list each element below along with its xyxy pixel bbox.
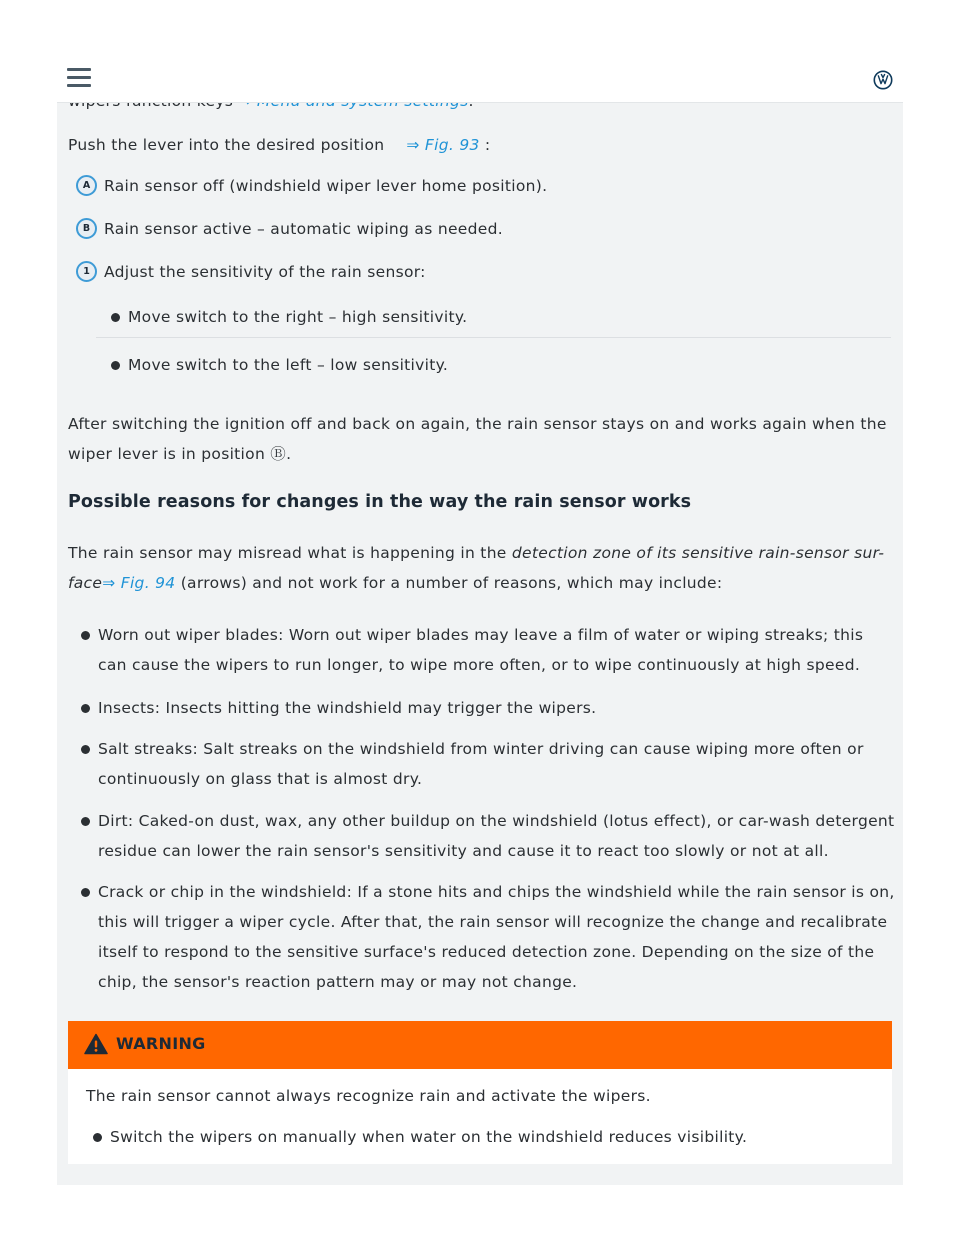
- bullet-dot: [81, 745, 90, 754]
- reasons-intro-text: The rain sensor may misread what is happening in the: [68, 544, 512, 562]
- position-b-badge: B: [76, 218, 97, 239]
- bullet-dot: [111, 313, 120, 322]
- hamburger-menu-icon[interactable]: [67, 68, 91, 88]
- fig-93-link[interactable]: ⇒ Fig. 93: [406, 136, 480, 154]
- reason-insects-line-1: Insects: Insects hitting the windshield may trigger the wipers.: [98, 699, 597, 717]
- reasons-intro-italic: detection zone of its sensitive rain-sensor sur-: [511, 544, 885, 562]
- intro-tail: :: [479, 136, 491, 154]
- reason-crack-line-3: itself to respond to the sensitive surface's reduced detection zone. Depending on the size of the: [98, 943, 875, 961]
- reasons-intro-tail: (arrows) and not work for a number of reasons, which may include:: [175, 574, 723, 592]
- reason-crack-line-1: Crack or chip in the windshield: If a stone hits and chips the windshield while the rain sensor is on,: [98, 883, 895, 901]
- warning-body: [68, 1069, 892, 1164]
- reasons-intro-italic-cont: face: [68, 574, 103, 592]
- warning-triangle-icon: [84, 1033, 108, 1055]
- position-1-text: Adjust the sensitivity of the rain sensor:: [104, 263, 426, 281]
- sensitivity-low-text: Move switch to the left – low sensitivity.: [128, 356, 449, 374]
- reasons-intro-line-1: [68, 538, 884, 568]
- reason-worn-blades-line-1: Worn out wiper blades: Worn out wiper blades may leave a film of water or wiping streaks; this: [98, 626, 864, 644]
- bullet-dot: [81, 817, 90, 826]
- reason-worn-blades-line-2: can cause the wipers to run longer, to wipe more often, or to wipe continuously at high speed.: [98, 656, 861, 674]
- position-1-badge: 1: [76, 261, 97, 282]
- position-a-text: Rain sensor off (windshield wiper lever home position).: [104, 177, 548, 195]
- position-b-text: Rain sensor active – automatic wiping as needed.: [104, 220, 503, 238]
- sensitivity-high-text: Move switch to the right – high sensitivity.: [128, 308, 468, 326]
- warning-bullet-text: Switch the wipers on manually when water on the windshield reduces visibility.: [110, 1128, 748, 1146]
- section-heading: Possible reasons for changes in the way the rain sensor works: [68, 492, 692, 512]
- vw-logo-icon[interactable]: [873, 70, 893, 90]
- reason-crack-line-4: chip, the sensor's reaction pattern may or may not change.: [98, 973, 578, 991]
- bullet-dot: [81, 631, 90, 640]
- reason-salt-line-1: Salt streaks: Salt streaks on the windshield from winter driving can cause wiping more often or: [98, 740, 864, 758]
- warning-text: The rain sensor cannot always recognize rain and activate the wipers.: [86, 1087, 651, 1105]
- bullet-dot: [81, 888, 90, 897]
- bullet-dot: [111, 361, 120, 370]
- reason-crack-line-2: this will trigger a wiper cycle. After that, the rain sensor will recognize the change and recalibrate: [98, 913, 888, 931]
- bullet-dot: [93, 1133, 102, 1142]
- after-text-line-1: After switching the ignition off and back on again, the rain sensor stays on and works again when the: [68, 415, 887, 433]
- warning-header: [68, 1021, 892, 1069]
- bullet-dot: [81, 704, 90, 713]
- intro-text: Push the lever into the desired position: [68, 136, 385, 154]
- reason-dirt-line-1: Dirt: Caked-on dust, wax, any other buildup on the windshield (lotus effect), or car-wash detergent: [98, 812, 895, 830]
- after-text-line-2: wiper lever is in position Ⓑ.: [68, 445, 292, 463]
- reason-dirt-line-2: residue can lower the rain sensor's sensitivity and cause it to react too slowly or not at all.: [98, 842, 829, 860]
- warning-title: WARNING: [116, 1034, 206, 1053]
- reasons-intro-line-2: [68, 568, 722, 598]
- list-divider: [96, 337, 891, 338]
- fig-94-link[interactable]: ⇒ Fig. 94: [102, 574, 176, 592]
- intro-line: [68, 130, 490, 160]
- reason-salt-line-2: continuously on glass that is almost dry.: [98, 770, 423, 788]
- position-a-badge: A: [76, 175, 97, 196]
- top-bar: [57, 0, 903, 103]
